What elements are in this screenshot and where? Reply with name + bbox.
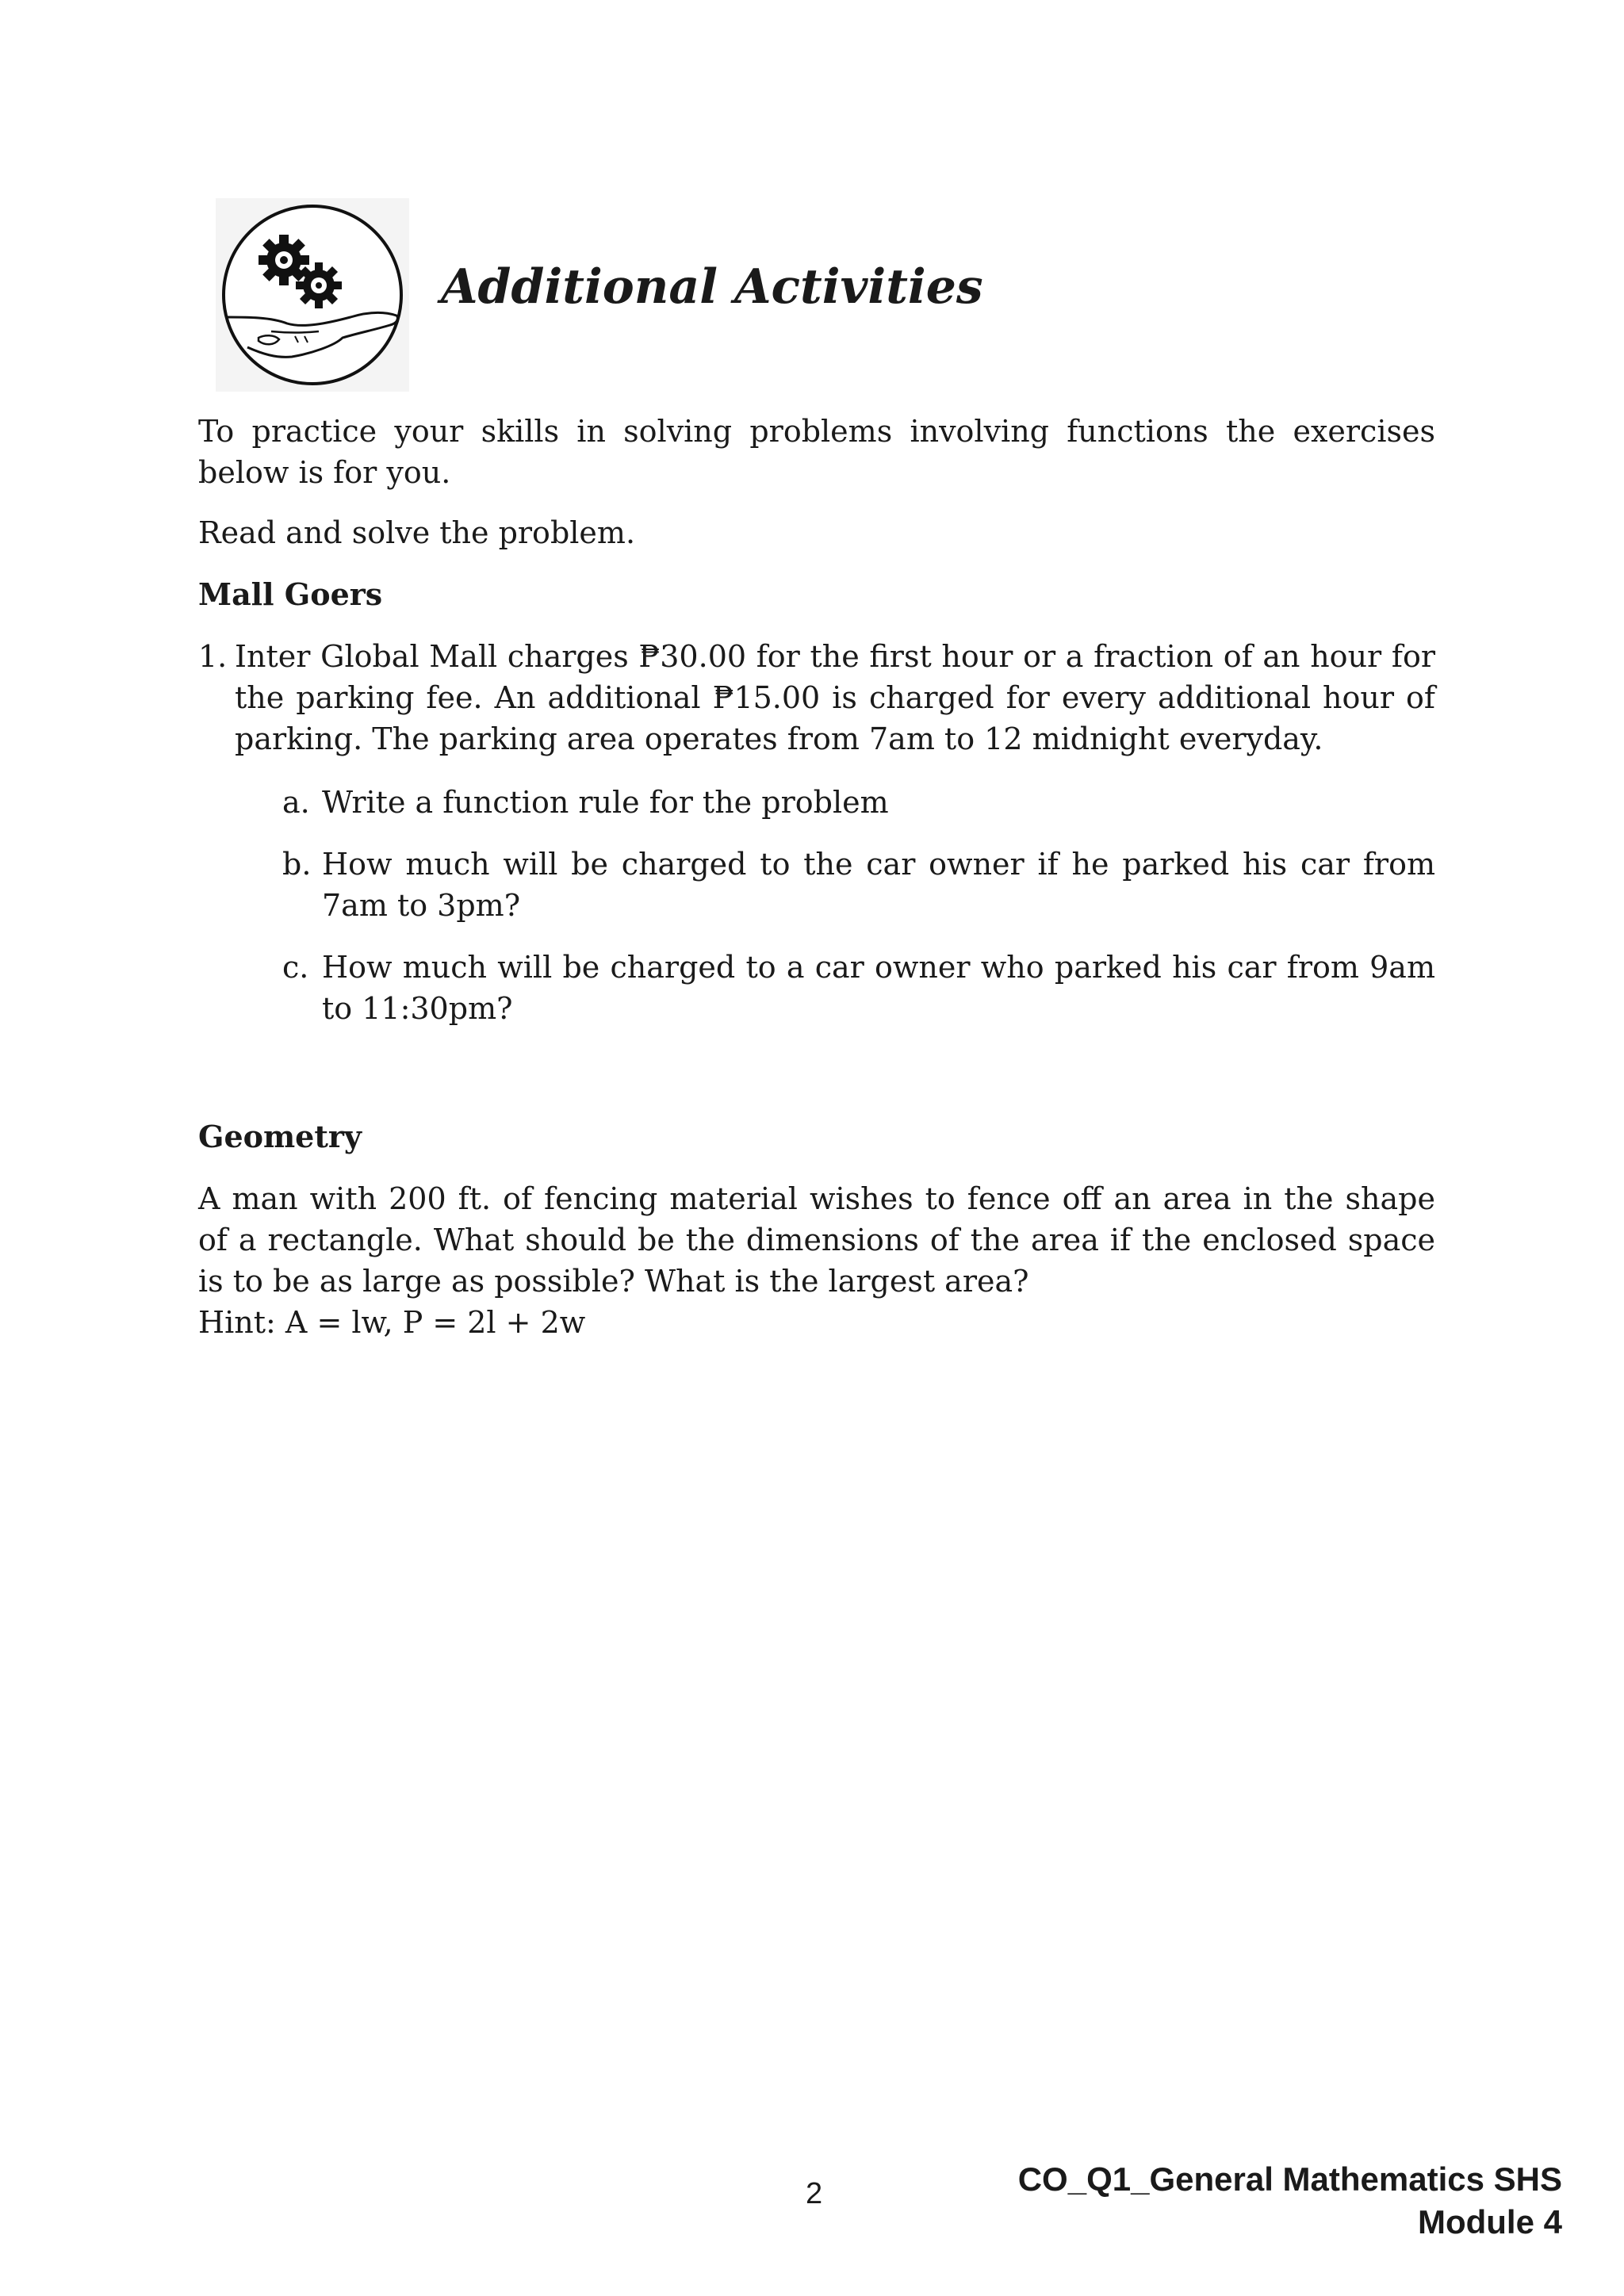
module-code [1018,2158,1562,2244]
subitem-label: c. [282,950,309,985]
problem-text: Inter Global Mall charges ₱30.00 for the first hour or a fraction of an hour for the parking fee. An additional ₱15.00 is charged for every additional hour of parking. The parking area operates from 7am to 12 midnight everyday. [235,639,1435,756]
geometry-hint: Hint: A = lw, P = 2l + 2w [198,1305,586,1340]
problem-item-1 [198,636,1435,760]
geometry-problem: A man with 200 ft. of fencing material wishes to fence off an area in the shape of a rectangle. What should be the dimensions of the area if the enclosed space is to be as large as possible? What is the largest area? [198,1181,1435,1299]
subitem-a [282,782,1435,823]
module-code-line-2: Module 4 [1417,2203,1562,2241]
subitem-text: How much will be charged to the car owner if he parked his car from 7am to 3pm? [322,847,1435,923]
instruction-text: Read and solve the problem. [198,515,636,550]
gears-in-hand-icon [216,198,409,392]
geometry-heading: Geometry [198,1119,362,1154]
module-code-line-1: CO_Q1_General Mathematics SHS [1017,2160,1562,2198]
subitem-c [282,947,1435,1029]
subitem-text: How much will be charged to a car owner who parked his car from 9am to 11:30pm? [322,950,1435,1026]
subitem-label: a. [282,785,310,820]
intro-paragraph: To practice your skills in solving problems involving functions the exercises below is for you. [198,414,1435,490]
section-title: Additional Activities [441,259,983,315]
subitem-b [282,844,1435,926]
problem-number: 1. [198,639,228,674]
subitem-text: Write a function rule for the problem [322,785,889,820]
page-number: 2 [806,2177,823,2210]
subitem-label: b. [282,847,312,882]
mall-goers-heading: Mall Goers [198,576,383,612]
